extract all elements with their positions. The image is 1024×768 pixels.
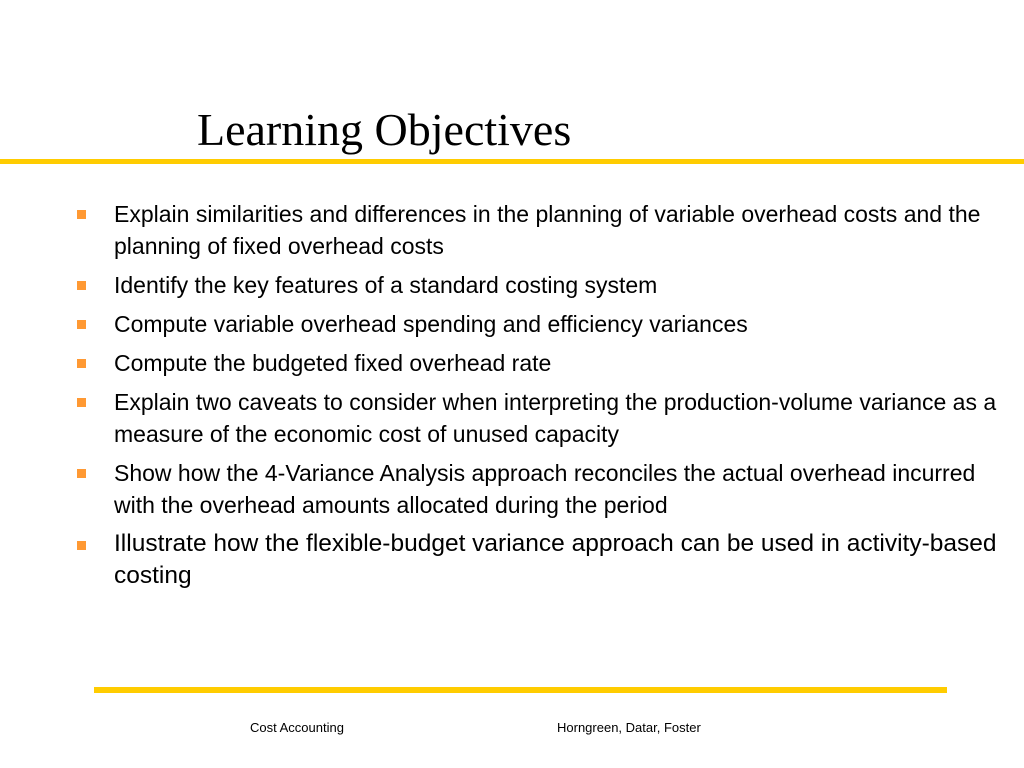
list-item — [72, 308, 1012, 340]
list-item — [72, 198, 1012, 262]
square-bullet-icon — [77, 398, 86, 407]
slide-title: Learning Objectives — [197, 104, 572, 155]
list-item-text: Explain two caveats to consider when interpreting the production-volume variance as a measure of the economic cost of unused capacity — [114, 389, 997, 447]
footer-authors: Horngreen, Datar, Foster — [557, 720, 701, 735]
list-item — [72, 347, 1012, 379]
square-bullet-icon — [77, 281, 86, 290]
list-item — [72, 269, 1012, 301]
objectives-list — [72, 198, 1012, 599]
list-item-text: Show how the 4-Variance Analysis approach reconciles the actual overhead incurred with the overhead amounts allocated during the period — [114, 460, 976, 518]
list-item-text: Identify the key features of a standard costing system — [114, 272, 658, 298]
square-bullet-icon — [77, 469, 86, 478]
footer-divider — [94, 687, 947, 693]
footer-course-title: Cost Accounting — [250, 720, 344, 735]
list-item — [72, 457, 1012, 521]
list-item-text: Compute variable overhead spending and efficiency variances — [114, 311, 748, 337]
square-bullet-icon — [77, 359, 86, 368]
square-bullet-icon — [77, 541, 86, 550]
list-item — [72, 528, 1012, 592]
title-divider — [0, 159, 1024, 164]
list-item-text: Compute the budgeted fixed overhead rate — [114, 350, 552, 376]
square-bullet-icon — [77, 210, 86, 219]
list-item-text: Illustrate how the flexible-budget variance approach can be used in activity-based costing — [114, 530, 997, 589]
square-bullet-icon — [77, 320, 86, 329]
list-item-text: Explain similarities and differences in the planning of variable overhead costs and the planning of fixed overhead costs — [114, 201, 981, 259]
list-item — [72, 386, 1012, 450]
